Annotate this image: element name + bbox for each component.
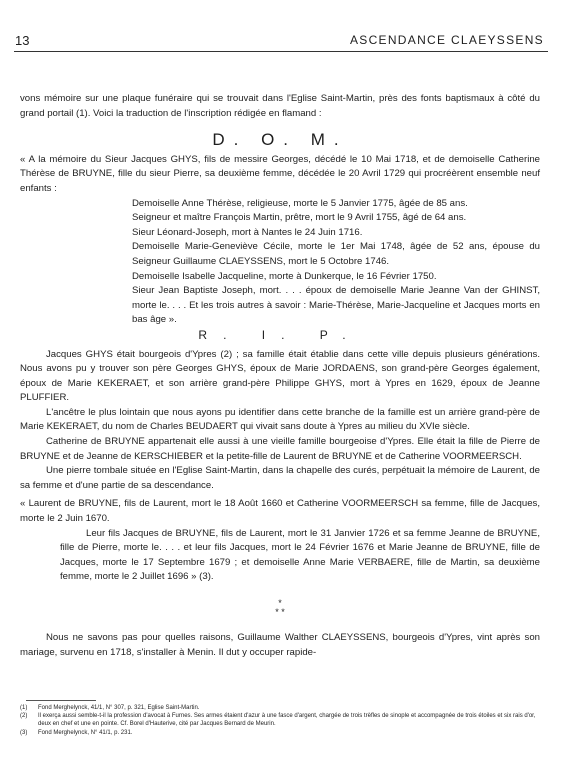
separator-top: *: [278, 598, 282, 608]
footnote-text: Il exerça aussi semble-t-il la profession d'avocat à Furnes. Ses armes étaient d'azur à une fasce d'argent, chargée de trois trèfles de sinople et accompagnée de trois étoiles et six rais d'or, deux en chef et une en pointe. Cf. Borel d'Hauterive, cité par Jacques Bernard de Meurin.: [38, 713, 536, 728]
body-paragraph: Jacques GHYS était bourgeois d'Ypres (2) ; sa famille était établie dans cette ville depuis plusieurs générations. Nous avons pu y trouver son père Georges GHYS, époux de Marie JORDAENS, son grand-père Georges également, époux de Marie KEKERAET, et son arrière grand-père Philippe GHYS, mort à Ypres en 1629, époux de Jeanne PLUFFIER.: [20, 348, 540, 404]
intro-paragraph: vons mémoire sur une plaque funéraire qui se trouvait dans l'Eglise Saint-Martin, près des fonts baptismaux à côté du grand portail (1). Voici la traduction de l'inscription rédigée en flamand :: [20, 93, 540, 119]
body-paragraph: L'ancêtre le plus lointain que nous ayons pu identifier dans cette branche de la famille est un arrière grand-père de Marie KEKERAET, du nom de Charles BEUDAERT qui vivait sans doute à Ypres au milieu du XVIe siècle.: [20, 406, 540, 433]
footnote-mark: (1): [20, 705, 28, 711]
inscription-child: Demoiselle Anne Thérèse, religieuse, morte le 5 Janvier 1775, âgée de 85 ans.: [132, 197, 468, 209]
page-number: 13: [15, 33, 30, 48]
footnote-mark: (3): [20, 729, 28, 736]
footnote-mark: (2): [20, 713, 28, 720]
rip-heading: R. I. P.: [198, 327, 362, 342]
body-paragraph: Catherine de BRUYNE appartenait elle aussi à une vieille famille bourgeoise d'Ypres. Elle était la fille de Pierre de BRUYNE et de Jeanne de KERSCHIEBER et la petite-fille de Laurent de BRUYNE et de Catherine VOORMEERSCH.: [20, 436, 540, 462]
footnote-rule: [26, 700, 96, 701]
inscription-child: Seigneur et maître François Martin, prêtre, mort le 9 Avril 1755, âgé de 64 ans.: [132, 212, 467, 224]
separator-stars: [20, 599, 540, 617]
footnote: [20, 704, 545, 712]
second-inscription-continuation: Leur fils Jacques de BRUYNE, fils de Laurent, mort le 31 Janvier 1726 et sa femme Jeanne de BRUYNE, fille de Pierre, morte le. . . . et leur fils Jacques, mort le 24 Février 1676 et Marie Jeanne de BRUYNE, fille de Jacques, morte le 17 Septembre 1679 ; et demoiselle Anne Marie VERBAERE, fille de Martin, sa deuxième femme, morte le 2 Juillet 1696 » (3).: [60, 527, 540, 583]
dom-heading: D. O. M.: [212, 130, 348, 150]
running-title: ASCENDANCE CLAEYSSENS: [349, 33, 544, 47]
main-text: [20, 92, 540, 660]
inscription-child: Demoiselle Marie-Geneviève Cécile, morte le 1er Mai 1748, âgée de 52 ans, épouse du Seigneur Guillaume CLAEYSSENS, mort le 5 Octobre 1746.: [132, 241, 540, 267]
closing-paragraph: Nous ne savons pas pour quelles raisons, Guillaume Walther CLAEYSSENS, bourgeois d'Ypres, vint après son mariage, survenu en 1718, s'installer à Menin. Il dut y occuper rapide-: [20, 632, 540, 658]
inscription-opening: « A la mémoire du Sieur Jacques GHYS, fils de messire Georges, décédé le 10 Mai 1718, et de demoiselle Catherine Thérèse de BRUYNE, fille du sieur Pierre, sa deuxième femme, décédée le 20 Avril 1729 qui procréèrent ensemble neuf enfants :: [20, 153, 540, 194]
footnotes: [20, 704, 545, 737]
inscription-child: Sieur Jean Baptiste Joseph, mort. . . . époux de demoiselle Marie Jeanne Van der GHINST, morte le. . . . Et les trois autres à savoir : Marie-Thérèse, Marie-Jacqueline et Jacques morts en bas âge ».: [132, 285, 540, 326]
inscription-child: Demoiselle Isabelle Jacqueline, morte à Dunkerque, le 16 Février 1750.: [132, 270, 437, 282]
header-rule: [14, 51, 548, 52]
footnote: [20, 729, 545, 737]
footnote-text: Fond Merghelynck, 41/1, N° 307, p. 321, Eglise Saint-Martin.: [38, 705, 200, 711]
inscription-child: Sieur Léonard-Joseph, mort à Nantes le 24 Juin 1716.: [132, 226, 363, 238]
second-inscription-opening: « Laurent de BRUYNE, fils de Laurent, mort le 18 Août 1660 et Catherine VOORMEERSCH sa femme, fille de Jacques, morte le 2 Juin 1670.: [20, 498, 540, 525]
body-paragraph: Une pierre tombale située en l'Eglise Saint-Martin, dans la chapelle des curés, perpétuait la mémoire de Laurent, de sa femme et d'une partie de sa descendance.: [20, 465, 540, 491]
footnote: [20, 712, 545, 728]
footnote-text: Fond Merghelynck, N° 41/1, p. 231.: [38, 729, 133, 736]
separator-bottom: * *: [275, 607, 285, 617]
